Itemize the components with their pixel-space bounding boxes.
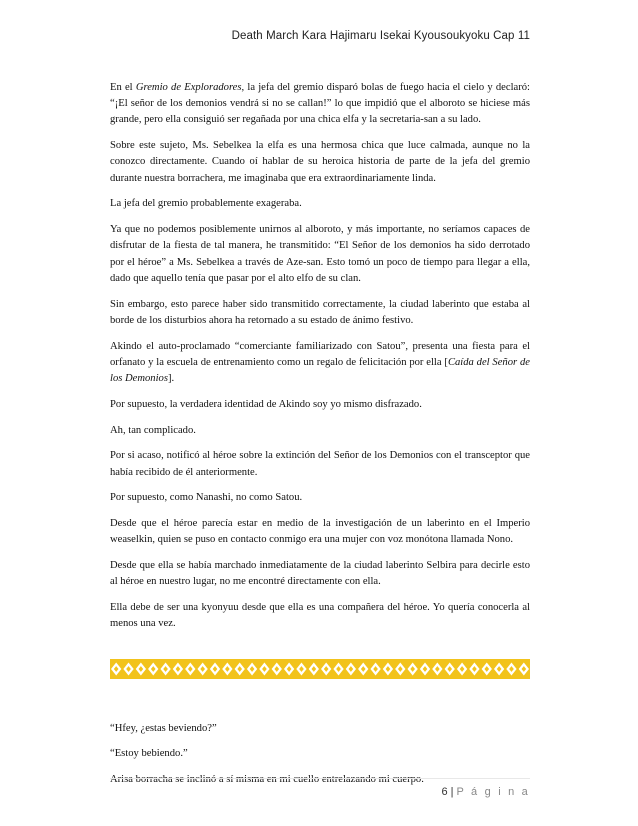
text-run: En el [110, 82, 136, 93]
italic-text: Caída del Señor de los Demonios [110, 356, 530, 385]
page-label: P á g i n a [456, 786, 530, 798]
paragraph [110, 339, 530, 388]
divider-diamond-pattern [110, 659, 530, 679]
text-run: Ella debe de ser una kyonyuu desde que ella es una compañera del héroe. Yo quería conocerla al menos una vez. [110, 602, 530, 630]
section-divider [110, 659, 530, 679]
paragraph [110, 516, 530, 548]
text-run: Ya que no podemos posiblemente unirnos al alboroto, y más importante, no seríamos capaces de disfrutar de la fiesta de tal manera, he transmitido: “El Señor de los demonios ha sido derrotado por el héroe” a Ms. Sebelkea a través de Aze-san. Esto tomó un poco de tiempo para llegar a ella, dado que aquello tenía que pasar por el alto elfo de su clan. [110, 224, 530, 284]
page-footer [441, 786, 530, 798]
paragraph [110, 222, 530, 287]
italic-text: Gremio de Exploradores [135, 82, 242, 93]
text-run: Desde que el héroe parecía estar en medio de la investigación de un laberinto en el Imperio weaselkin, quien se puso en contacto conmigo era una mujer con voz monótona llamada Nono. [110, 518, 530, 546]
paragraph [110, 423, 530, 439]
footer-separator: | [450, 786, 454, 798]
paragraph [110, 721, 530, 737]
paragraph [110, 600, 530, 632]
text-run: Por supuesto, como Nanashi, no como Satou. [110, 492, 303, 504]
page-header-title: Death March Kara Hajimaru Isekai Kyousoukyoku Cap 11 [231, 30, 530, 42]
paragraphs-before-divider [110, 80, 530, 633]
text-run: Por supuesto, la verdadera identidad de Akindo soy yo mismo disfrazado. [110, 398, 422, 410]
paragraph [110, 80, 530, 129]
text-run: , la jefa del gremio disparó bolas de fuego hacia el cielo y declaró: “¡El señor de los demonios vendrá si no se callan!” lo que impidió que el alboroto se hiciese más grande, pero ella consiguió ser regañada por una chica elfa y la secretaria-san a su lado. [110, 82, 530, 126]
text-run: Por si acaso, notificó al héroe sobre la extinción del Señor de los Demonios con el transceptor que había recibido de él anteriormente. [110, 450, 530, 478]
text-run: Arisa borracha se inclinó a sí misma en mi cuello entrelazando mi cuerpo. [110, 774, 424, 786]
text-run: Desde que ella se había marchado inmediatamente de la ciudad laberinto Selbira para decirle esto al héroe en nuestro lugar, no me encontré directamente con ella. [110, 560, 530, 588]
text-run: “Hfey, ¿estas beviendo?” [110, 722, 217, 734]
text-run: Sobre este sujeto, Ms. Sebelkea la elfa es una hermosa chica que luce calmada, aunque no la conozco directamente. Cuando oí hablar de su heroica historia de parte de la jefa del gremio durante nuestra borrachera, me imaginaba que era extraordinariamente linda. [110, 140, 530, 184]
text-run: Akindo el auto-proclamado “comerciante familiarizado con Satou”, presenta una fiesta para el orfanato y la escuela de entrenamiento como un regalo de felicitación por ella [ [110, 340, 530, 368]
paragraph [110, 138, 530, 187]
document-body [110, 80, 530, 798]
text-run: Sin embargo, esto parece haber sido transmitido correctamente, la ciudad laberinto que estaba al borde de los disturbios ahora ha retornado a su estado de ánimo festivo. [110, 298, 530, 326]
paragraph [110, 397, 530, 413]
text-run: ]. [167, 373, 175, 385]
paragraph [110, 297, 530, 329]
page-number: 6 [441, 786, 448, 798]
text-run: Ah, tan complicado. [110, 424, 196, 436]
paragraph [110, 558, 530, 590]
paragraph [110, 196, 530, 212]
paragraph [110, 746, 530, 762]
footer-rule [110, 778, 530, 779]
paragraph [110, 448, 530, 480]
text-run: La jefa del gremio probablemente exageraba. [110, 198, 302, 210]
paragraph [110, 490, 530, 506]
text-run: “Estoy bebiendo.” [110, 748, 188, 760]
